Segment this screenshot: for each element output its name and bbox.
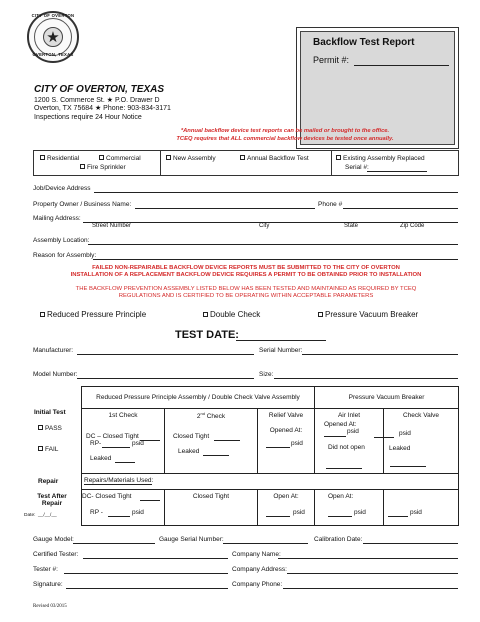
- serial-label: Serial #:: [345, 164, 369, 171]
- after-relief-open-at-label: Open At:: [273, 493, 299, 500]
- after-rp-psid-field[interactable]: [108, 516, 130, 517]
- after-air-inlet-psid-label: psid: [354, 509, 366, 516]
- leaked-label-2: Leaked: [178, 448, 200, 455]
- certification-line-2: REGULATIONS AND IS CERTIFIED TO BE OPERATING WITHIN ACCEPTABLE PARAMETERS: [118, 293, 374, 299]
- closed-tight-label-2: Closed Tight: [173, 433, 210, 440]
- gauge-serial-field[interactable]: [223, 543, 308, 544]
- city-name: CITY OF OVERTON, TEXAS: [34, 84, 165, 95]
- initial-test-label: Initial Test: [34, 409, 66, 416]
- owner-label: Property Owner / Business Name:: [33, 201, 132, 208]
- city-caption: City: [259, 223, 270, 229]
- permit-field[interactable]: [354, 65, 449, 66]
- check-valve-psid-label: psid: [399, 430, 411, 437]
- mailing-label: Mailing Address:: [33, 215, 81, 222]
- tester-number-label: Tester #:: [33, 566, 58, 573]
- checkbox[interactable]: [203, 312, 208, 317]
- manufacturer-field[interactable]: [77, 354, 254, 355]
- job-address-field[interactable]: [94, 192, 458, 193]
- residential-label: Residential: [47, 155, 80, 162]
- city-address: 1200 S. Commerce St. ★ P.O. Drawer D: [34, 97, 160, 104]
- model-label: Model Number:: [33, 371, 78, 378]
- residential-option[interactable]: [40, 155, 79, 162]
- certified-tester-field[interactable]: [83, 558, 228, 559]
- note-tceq: TCEQ requires that ALL commercial backflow devices be tested once annually.: [176, 136, 394, 142]
- annual-test-option[interactable]: [240, 155, 309, 162]
- report-title: Backflow Test Report: [313, 37, 415, 48]
- check-valve-header: Check Valve: [402, 412, 439, 419]
- company-phone-field[interactable]: [283, 588, 458, 589]
- after-rp-psid-label: psid: [132, 509, 144, 516]
- test-after-label: Test After: [37, 493, 67, 500]
- checkbox[interactable]: [318, 312, 323, 317]
- second-check-number: 2: [196, 413, 201, 421]
- certified-tester-label: Certified Tester:: [33, 551, 79, 558]
- checkbox[interactable]: [99, 155, 104, 160]
- rp-option[interactable]: [40, 310, 146, 319]
- dc-label: Double Check: [210, 310, 261, 319]
- serial-field[interactable]: [367, 171, 427, 172]
- signature-field[interactable]: [66, 588, 228, 589]
- seal-bottom-text: OVERTON, TEXAS: [32, 52, 74, 57]
- second-check-word: Check: [204, 413, 226, 421]
- divider: [331, 151, 332, 175]
- company-name-label: Company Name:: [232, 551, 281, 558]
- annual-test-label: Annual Backflow Test: [247, 155, 309, 162]
- closed-tight-field-2[interactable]: [214, 440, 240, 441]
- leaked-field-2[interactable]: [203, 455, 229, 456]
- did-not-open-label: Did not open: [328, 444, 365, 451]
- after-air-inlet-psid-field[interactable]: [328, 516, 352, 517]
- test-date-label: TEST DATE:: [175, 329, 239, 341]
- phone-label: Phone #: [318, 201, 343, 208]
- second-check-suffix: nd: [200, 411, 205, 416]
- fire-sprinkler-label: Fire Sprinkler: [87, 164, 126, 171]
- checkbox[interactable]: [38, 446, 43, 451]
- manufacturer-label: Manufacturer:: [33, 347, 74, 354]
- existing-replaced-option[interactable]: [336, 155, 425, 162]
- after-relief-psid-field[interactable]: [266, 516, 290, 517]
- pass-option[interactable]: [38, 425, 62, 432]
- inspection-notice: Inspections require 24 Hour Notice: [34, 114, 142, 121]
- fire-sprinkler-option[interactable]: [80, 164, 126, 171]
- after-air-inlet-open-at-label: Open At:: [328, 493, 354, 500]
- company-phone-label: Company Phone:: [232, 581, 283, 588]
- did-not-open-field[interactable]: [326, 468, 362, 469]
- date-field[interactable]: __/__/__: [38, 513, 57, 518]
- after-check-valve-cell: [383, 489, 459, 526]
- gauge-model-field[interactable]: [73, 543, 155, 544]
- repair-label: Repair: [38, 478, 59, 485]
- dc-option[interactable]: [203, 310, 260, 319]
- relief-psid-field[interactable]: [266, 447, 290, 448]
- air-inlet-opened-at-label: Opened At:: [324, 421, 357, 428]
- checkbox[interactable]: [40, 155, 45, 160]
- first-check-header: 1st Check: [108, 412, 138, 419]
- serial-number-label: Serial Number:: [259, 347, 303, 354]
- permit-label: Permit #:: [313, 55, 350, 65]
- rp-label: Reduced Pressure Principle: [47, 310, 147, 319]
- reason-field[interactable]: [93, 259, 458, 260]
- dc-closed-tight-label: DC – Closed Tight: [86, 433, 139, 440]
- repairs-used-underline: [84, 484, 152, 485]
- owner-field[interactable]: [135, 208, 315, 209]
- checkbox[interactable]: [336, 155, 341, 160]
- after-dc-closed-tight-label: DC- Closed Tight: [82, 493, 132, 500]
- new-assembly-label: New Assembly: [173, 155, 216, 162]
- assembly-location-label: Assembly Location:: [33, 237, 90, 244]
- calibration-field[interactable]: [363, 543, 458, 544]
- street-caption: Street Number: [92, 223, 132, 229]
- after-relief-psid-label: psid: [293, 509, 305, 516]
- certification-line-1: THE BACKFLOW PREVENTION ASSEMBLY LISTED BELOW HAS BEEN TESTED AND MAINTAINED AS REQUIRED BY TCEQ: [75, 286, 417, 292]
- type-row: [33, 150, 459, 176]
- fail-option[interactable]: [38, 446, 58, 453]
- existing-replaced-label: Existing Assembly Replaced: [343, 155, 425, 162]
- company-name-field[interactable]: [278, 558, 458, 559]
- size-field[interactable]: [274, 378, 458, 379]
- rp-header: Reduced Pressure Principle Assembly / Double Check Valve Assembly: [96, 394, 300, 401]
- pvb-header: Pressure Vacuum Breaker: [348, 394, 425, 401]
- leaked-label-1: Leaked: [90, 455, 112, 462]
- new-assembly-option[interactable]: [166, 155, 216, 162]
- assembly-location-field[interactable]: [88, 244, 458, 245]
- seal-top-text: CITY OF OVERTON: [31, 13, 75, 18]
- city-phone-line: Overton, TX 75684 ★ Phone: 903-834-3171: [34, 105, 171, 112]
- reason-label: Reason for Assembly:: [33, 252, 97, 259]
- pvb-label: Pressure Vacuum Breaker: [325, 310, 419, 319]
- after-check-valve-psid-field[interactable]: [388, 516, 408, 517]
- relief-opened-at-label: Opened At:: [269, 427, 303, 434]
- checkbox[interactable]: [80, 164, 85, 169]
- checkbox[interactable]: [38, 425, 43, 430]
- size-label: Size:: [259, 371, 274, 378]
- state-caption: State: [344, 223, 359, 229]
- city-seal: [27, 11, 79, 63]
- second-check-header: [164, 412, 258, 421]
- pass-label: PASS: [45, 425, 62, 432]
- rp-psid-field-1[interactable]: [102, 447, 130, 448]
- test-after-repair-label: Repair: [41, 500, 63, 507]
- check-valve-leaked-field[interactable]: [390, 466, 426, 467]
- warning-permit: INSTALLATION OF A REPLACEMENT BACKFLOW DEVICE REQUIRES A PERMIT TO BE OBTAINED PRIOR TO INSTALLATION: [70, 272, 422, 278]
- check-valve-psid-field[interactable]: [374, 437, 394, 438]
- after-dc-closed-tight-field[interactable]: [140, 500, 160, 501]
- gauge-serial-label: Gauge Serial Number:: [159, 536, 224, 543]
- psid-label-1: psid: [132, 440, 144, 447]
- air-inlet-psid-label: psid: [347, 428, 359, 435]
- calibration-label: Calibration Date:: [314, 536, 363, 543]
- warning-failed: FAILED NON-REPAIRABLE BACKFLOW DEVICE REPORTS MUST BE SUBMITTED TO THE CITY OF OVERTON: [92, 265, 400, 271]
- repairs-used-label: Repairs/Materials Used:: [84, 477, 154, 484]
- date-label: Date:: [24, 513, 36, 518]
- seal-star-icon: ★: [46, 28, 60, 46]
- after-check-valve-psid-label: psid: [410, 509, 422, 516]
- air-inlet-header: Air Inlet: [337, 412, 361, 419]
- divider: [160, 151, 161, 175]
- fail-label: FAIL: [45, 446, 59, 453]
- company-address-label: Company Address:: [232, 566, 287, 573]
- revised-date: Revised 03/2015: [33, 604, 67, 609]
- gauge-model-label: Gauge Model:: [33, 536, 74, 543]
- company-address-field[interactable]: [287, 573, 458, 574]
- check-valve-leaked-label: Leaked: [389, 445, 411, 452]
- commercial-label: Commercial: [106, 155, 141, 162]
- commercial-option[interactable]: [99, 155, 141, 162]
- zip-caption: Zip Code: [400, 223, 425, 229]
- relief-valve-header: Relief Valve: [268, 412, 304, 419]
- test-date-field[interactable]: [236, 340, 326, 341]
- checkbox[interactable]: [240, 155, 245, 160]
- relief-psid-label: psid: [291, 440, 303, 447]
- job-address-label: Job/Device Address: [33, 185, 91, 192]
- checkbox[interactable]: [166, 155, 171, 160]
- pvb-option[interactable]: [318, 310, 418, 319]
- rp-label-1: RP-: [90, 440, 102, 447]
- after-rp-label: RP -: [90, 509, 103, 516]
- model-field[interactable]: [77, 378, 254, 379]
- leaked-field-1[interactable]: [115, 462, 135, 463]
- tester-number-field[interactable]: [64, 573, 228, 574]
- note-mail: *Annual backflow device test reports can be mailed or brought to the office.: [180, 128, 390, 134]
- air-inlet-psid-field[interactable]: [324, 436, 346, 437]
- serial-number-field[interactable]: [302, 354, 458, 355]
- after-closed-tight-label: Closed Tight: [192, 493, 230, 500]
- signature-label: Signature:: [33, 581, 63, 588]
- phone-field[interactable]: [343, 208, 458, 209]
- checkbox[interactable]: [40, 312, 45, 317]
